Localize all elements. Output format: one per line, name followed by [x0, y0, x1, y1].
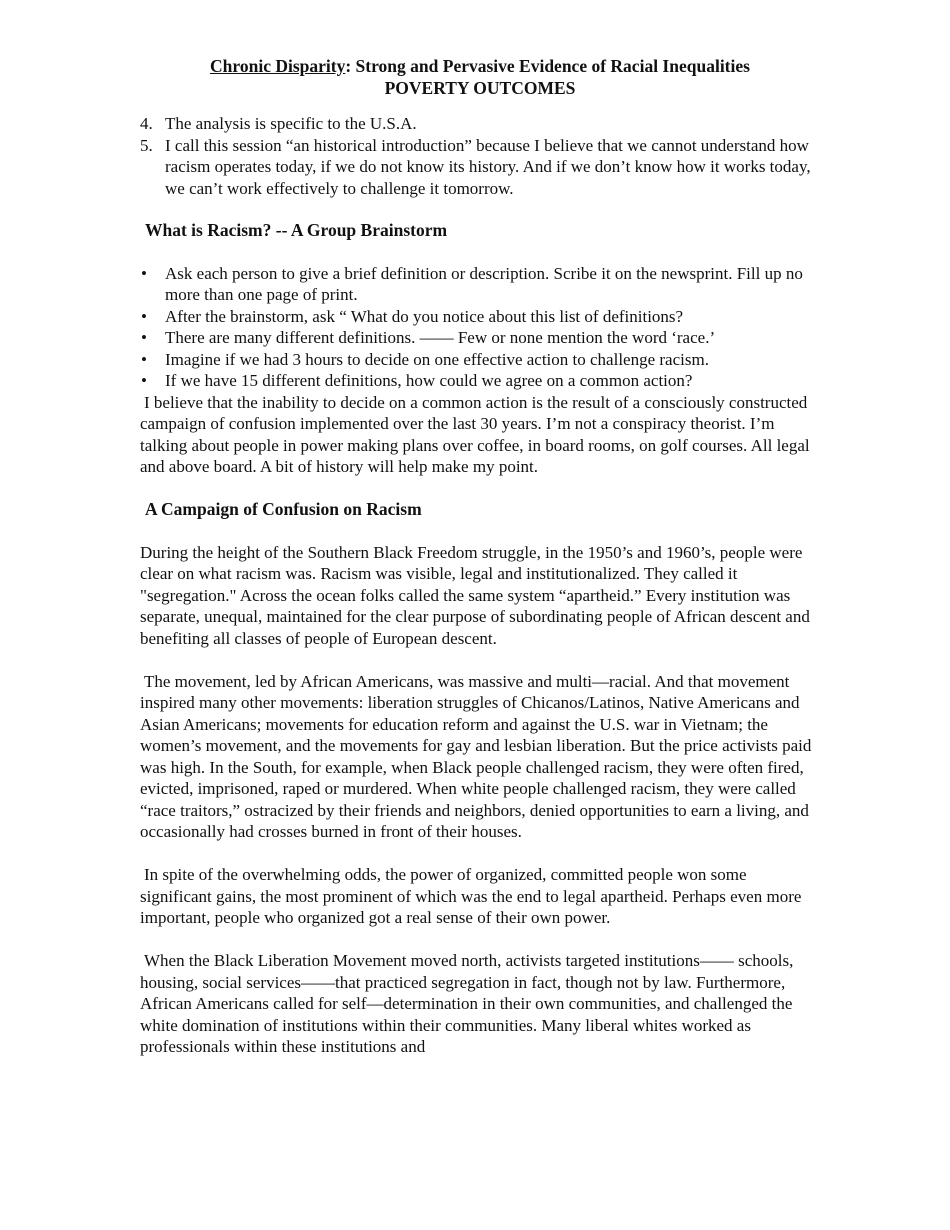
- item-text: I call this session “an historical introduction” because I believe that we cannot understand how racism operates today, if we do not know its history. And if we don’t know how it works today, we can’t work effectively to challenge it tomorrow.: [165, 135, 811, 198]
- body-paragraph: During the height of the Southern Black Freedom struggle, in the 1950’s and 1960’s, people were clear on what racism was. Racism was visible, legal and institutionalized. They called it "segregation." Across the ocean folks called the same system “apartheid.” Every institution was separate, unequal, maintained for the clear purpose of subordinating people of African descent and benefiting all classes of people of European descent.: [140, 542, 810, 648]
- bullet-item: [140, 263, 820, 306]
- bullet-text: If we have 15 different definitions, how could we agree on a common action?: [165, 371, 693, 390]
- bullet-icon: •: [141, 349, 147, 369]
- title-rest: : Strong and Pervasive Evidence of Racial Inequalities: [345, 56, 750, 76]
- bullet-text: After the brainstorm, ask “ What do you notice about this list of definitions?: [165, 306, 684, 326]
- numbered-list: [140, 113, 820, 199]
- brainstorm-closing-paragraph: I believe that the inability to decide on a common action is the result of a consciously constructed campaign of confusion implemented over the last 30 years. I’m not a conspiracy theorist. I’m talking about people in power making plans over coffee, in board rooms, on golf courses. All legal and above board. A bit of history will help make my point.: [140, 392, 810, 476]
- document-subtitle: POVERTY OUTCOMES: [384, 77, 576, 98]
- bullet-item: [140, 370, 820, 392]
- bullet-icon: •: [141, 328, 147, 347]
- bullet-icon: •: [141, 263, 147, 283]
- bullet-icon: •: [141, 371, 147, 390]
- bullet-text: Imagine if we had 3 hours to decide on one effective action to challenge racism.: [165, 349, 709, 369]
- document-header: [126, 56, 834, 99]
- section-heading-what-is-racism: What is Racism? -- A Group Brainstorm: [145, 220, 448, 240]
- document-title: [126, 56, 834, 78]
- bullet-item: [140, 306, 820, 328]
- item-number: 5.: [140, 135, 153, 155]
- numbered-item: [140, 113, 820, 135]
- item-number: 4.: [140, 114, 153, 133]
- body-paragraph: The movement, led by African Americans, was massive and multi—racial. And that movement inspired many other movements: liberation struggles of Chicanos/Latinos, Native Americans and Asian Americans; movements for education reform and against the U.S. war in Vietnam; the women’s movement, and the movements for gay and lesbian liberation. But the price activists paid was high. In the South, for example, when Black people challenged racism, they were often fired, evicted, imprisoned, raped or murdered. When white people challenged racism, they were called “race traitors,” ostracized by their friends and neighbors, denied opportunities to earn a living, and occasionally had crosses burned in front of their houses.: [140, 671, 812, 841]
- body-paragraph: In spite of the overwhelming odds, the power of organized, committed people won some significant gains, the most prominent of which was the end to legal apartheid. Perhaps even more important, people who organized got a real sense of their own power.: [140, 865, 802, 927]
- bullet-list: [140, 263, 820, 392]
- bullet-icon: •: [141, 306, 147, 326]
- bullet-text: Ask each person to give a brief definition or description. Scribe it on the newsprint. Fill up no more than one page of print.: [165, 263, 803, 304]
- document-page: [140, 56, 820, 1058]
- body-paragraph: When the Black Liberation Movement moved north, activists targeted institutions—— schools, housing, social services——that practiced segregation in fact, though not by law. Furthermore, African Americans called for self—determination in their own communities, and challenged the white domination of institutions within their communities. Many liberal whites worked as professionals within these institutions and: [140, 951, 794, 1056]
- title-underlined: Chronic Disparity: [210, 56, 346, 76]
- item-text: The analysis is specific to the U.S.A.: [165, 114, 417, 133]
- section-heading-campaign: A Campaign of Confusion on Racism: [145, 498, 422, 519]
- numbered-item: [140, 135, 820, 200]
- bullet-item: [140, 327, 820, 349]
- bullet-text: There are many different definitions. —— Few or none mention the word ‘race.’: [165, 328, 716, 347]
- bullet-item: [140, 349, 820, 371]
